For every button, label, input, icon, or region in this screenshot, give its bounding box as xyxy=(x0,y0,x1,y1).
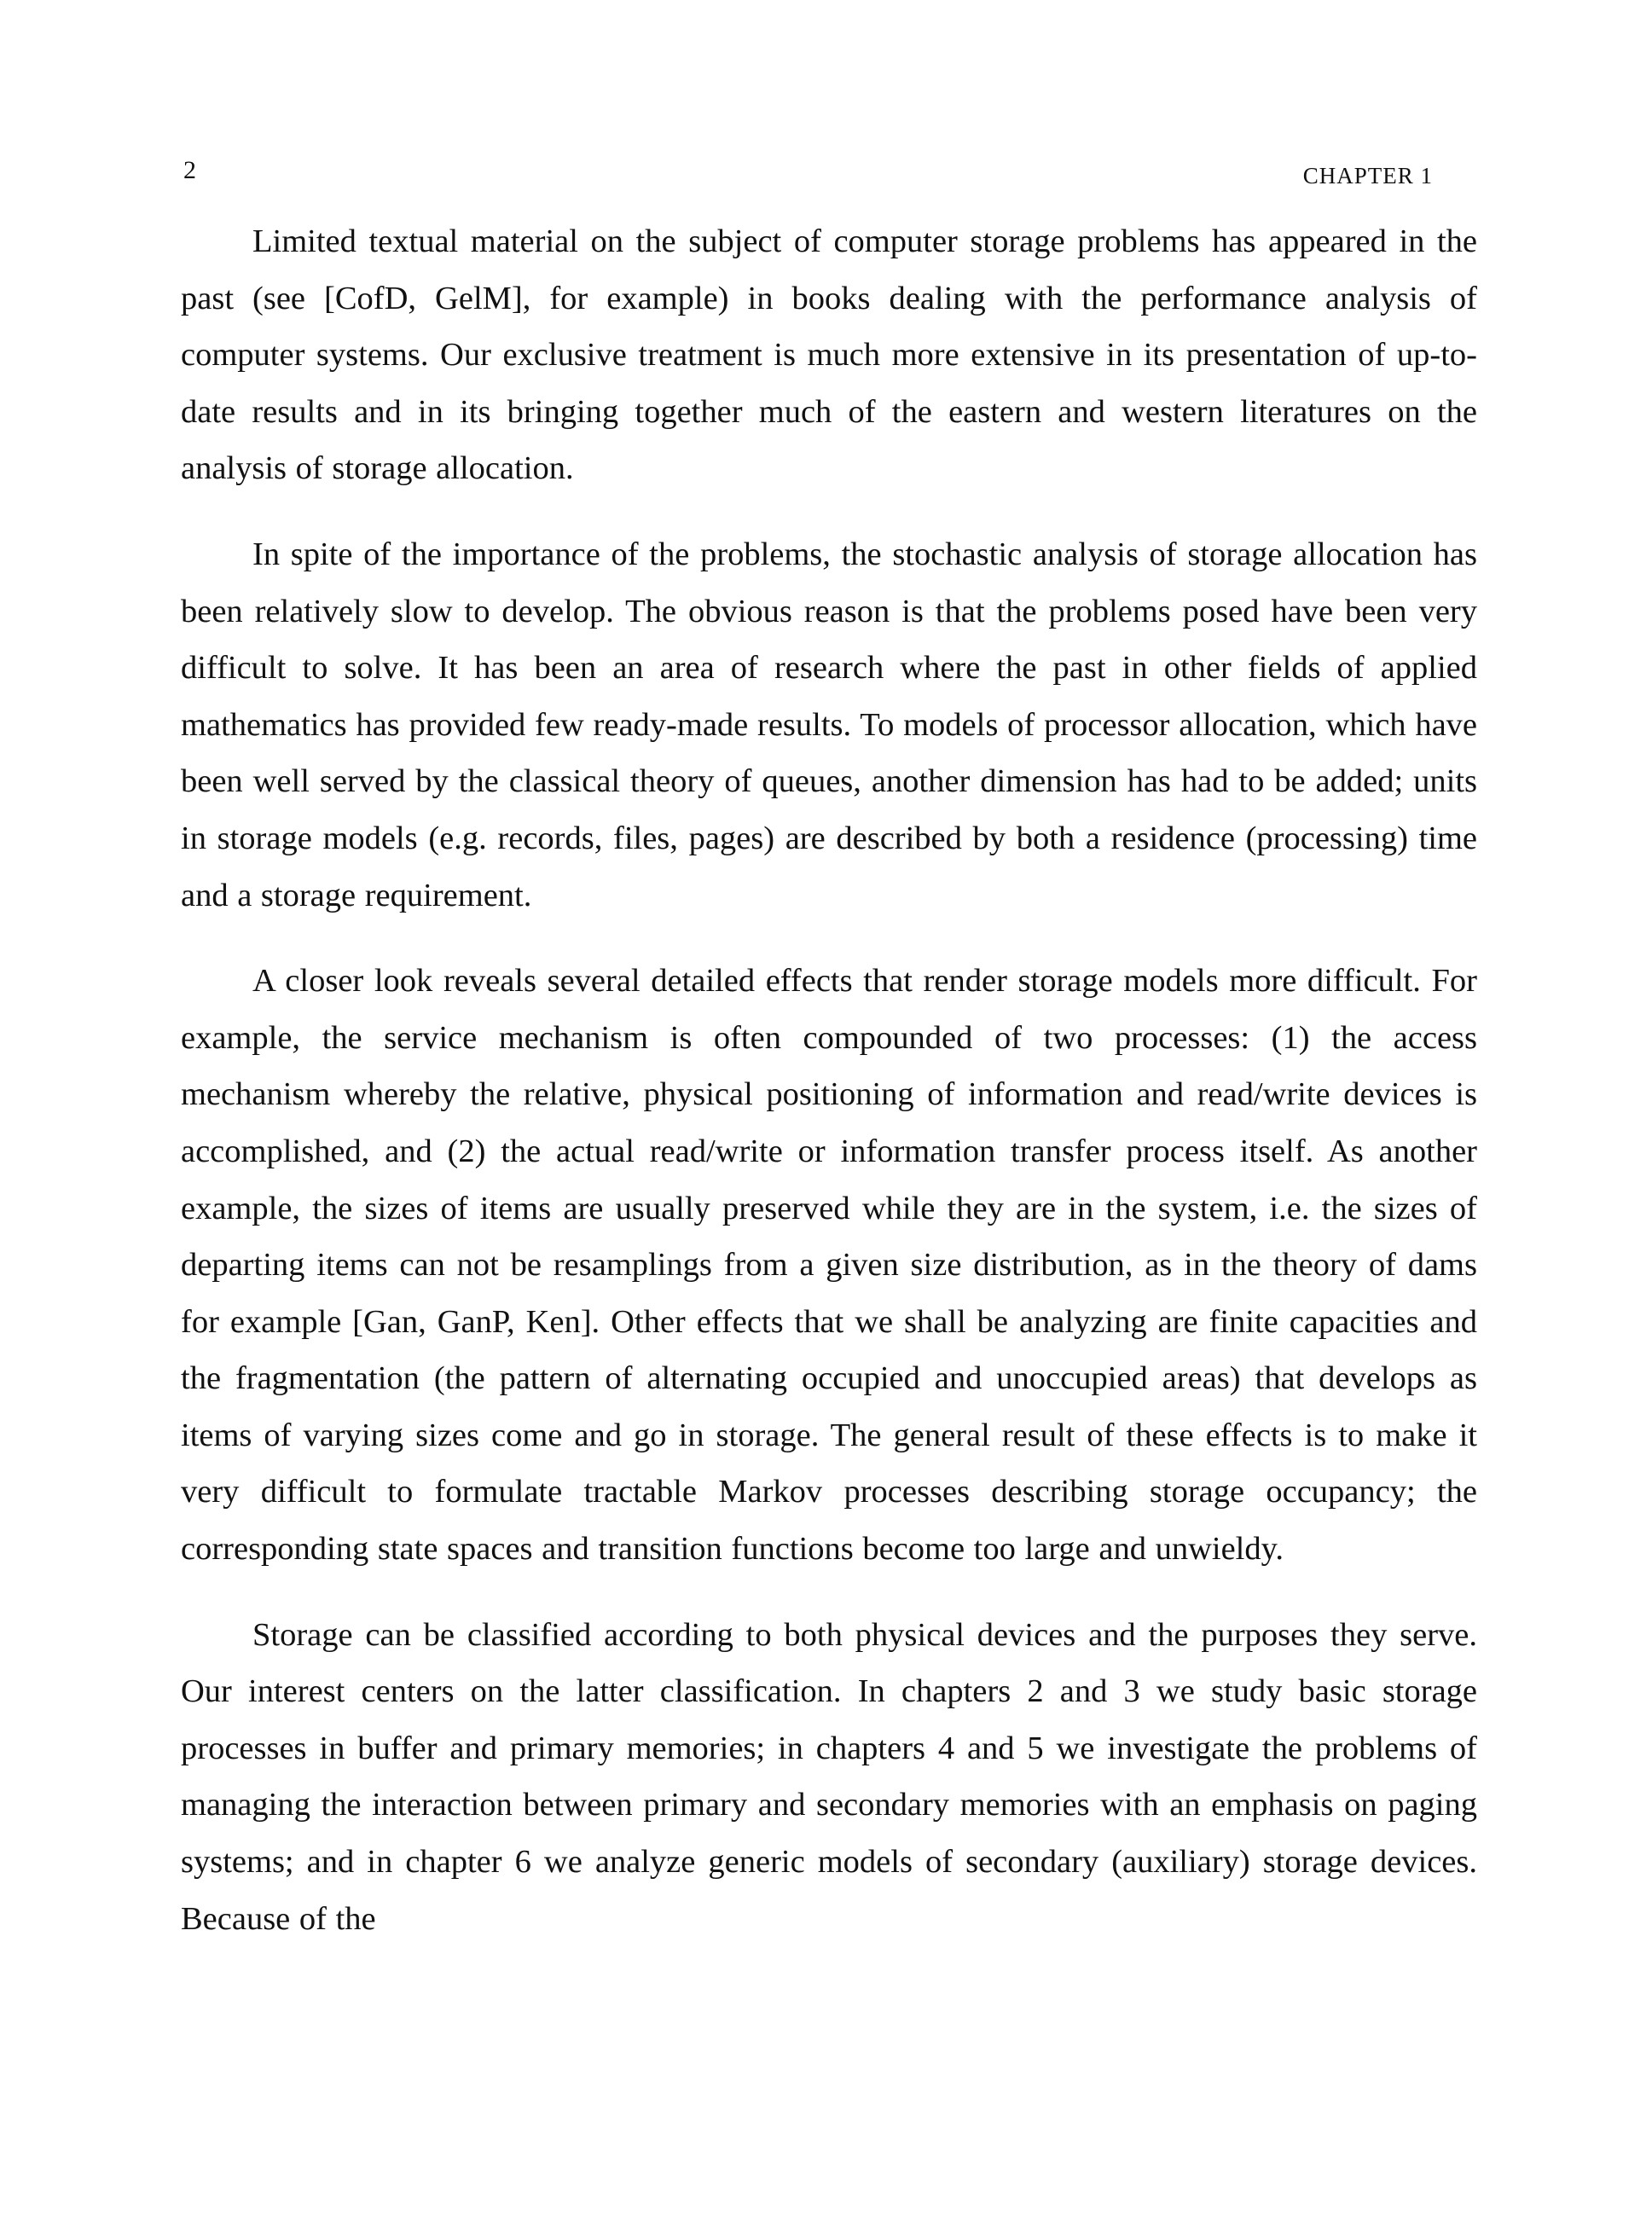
running-head: CHAPTER 1 xyxy=(1302,163,1433,188)
paragraph: In spite of the importance of the problems, the stochastic analysis of storage allocation has been relatively slow to develop. The obvious reason is that the problems posed have been very difficult to solve. It has been an area of research where the past in other fields of applied mathematics has provided few ready-made results. To models of processor allocation, which have been well served by the classical theory of queues, another dimension has had to be added; units in storage models (e.g. records, files, pages) are described by both a residence (processing) time and a storage requirement. xyxy=(181,536,1477,913)
paragraph: Limited textual material on the subject of computer storage problems has appeared in the past (see [CofD, GelM], for example) in books dealing with the performance analysis of computer systems. Our exclusive treatment is much more extensive in its presentation of up-to-date results and in its bringing together much of the eastern and western literatures on the analysis of storage allocation. xyxy=(181,223,1477,487)
paragraph: A closer look reveals several detailed effects that render storage models more difficult. For example, the service mechanism is often compounded of two processes: (1) the access mechanism whereby the relative, physical positioning of information and read/write devices is accomplished, and (2) the actual read/write or information transfer process itself. As another example, the sizes of items are usually preserved while they are in the system, i.e. the sizes of departing items can not be resamplings from a given size distribution, as in the theory of dams for example [Gan, GanP, Ken]. Other effects that we shall be analyzing are finite capacities and the fragmentation (the pattern of alternating occupied and unoccupied areas) that develops as items of varying sizes come and go in storage. The general result of these effects is to make it very difficult to formulate tractable Markov processes describing storage occupancy; the corresponding state spaces and transition functions become too large and unwieldy. xyxy=(181,963,1477,1568)
page-number: 2 xyxy=(183,156,196,184)
paragraph: Storage can be classified according to both physical devices and the purposes they serve. Our interest centers on the latter classification. In chapters 2 and 3 we study basic storage processes in buffer and primary memories; in chapters 4 and 5 we investigate the problems of managing the interaction between primary and secondary memories with an emphasis on paging systems; and in chapter 6 we analyze generic models of secondary (auxiliary) storage devices. Because of the xyxy=(181,1616,1477,1937)
body-text xyxy=(181,213,1477,1976)
